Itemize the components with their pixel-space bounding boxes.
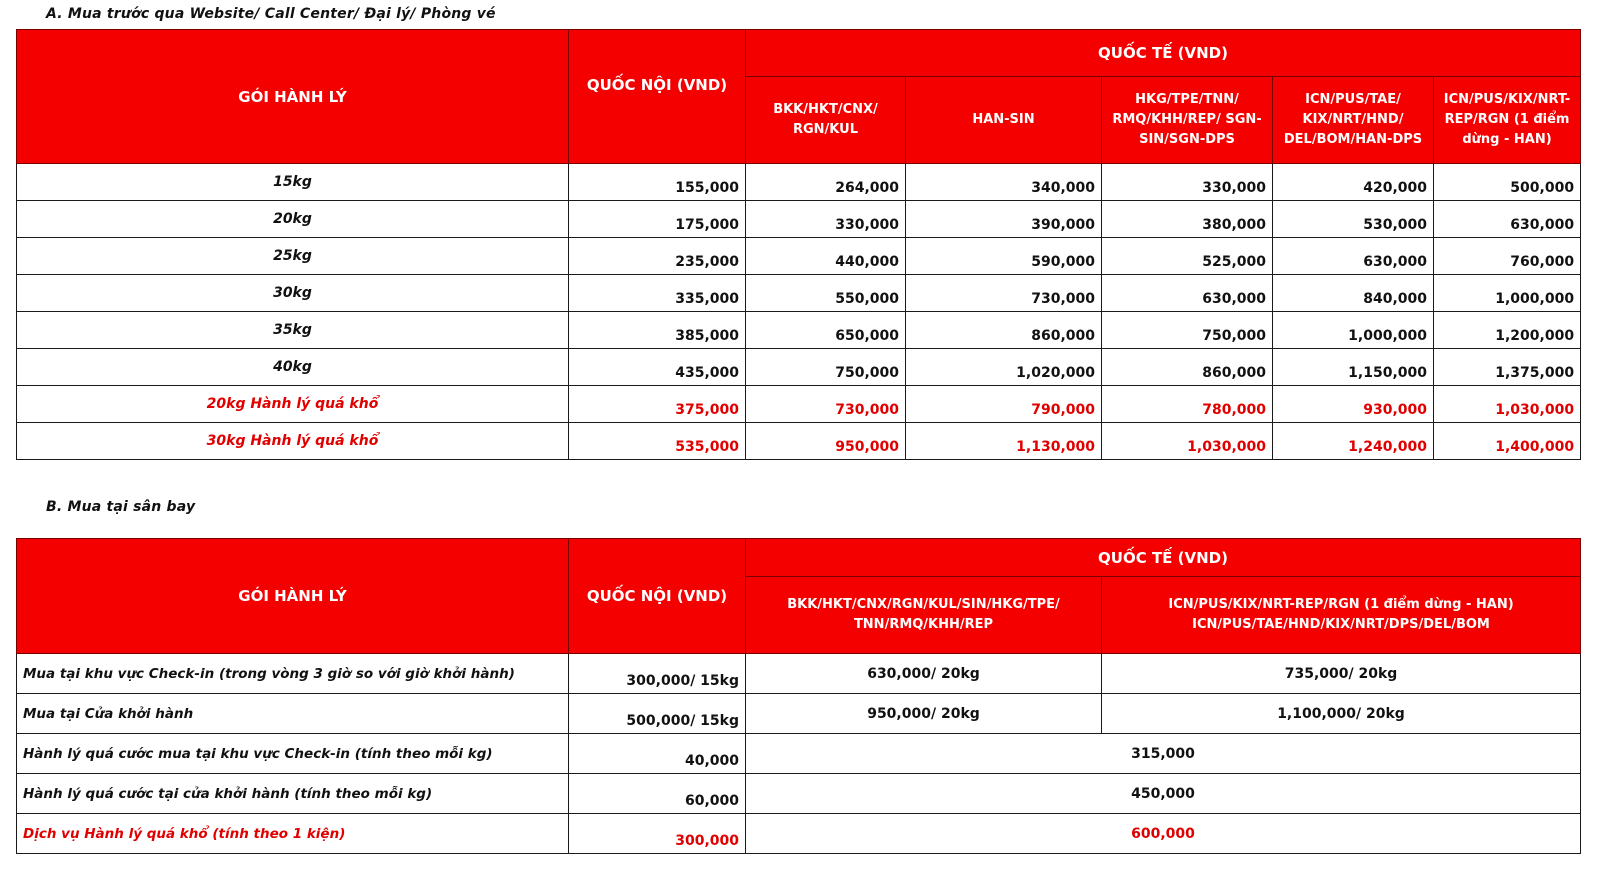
package-cell: 30kg Hành lý quá khổ — [17, 423, 569, 460]
intl-price: 950,000 — [746, 423, 906, 460]
table-row — [17, 275, 1581, 312]
intl-price: 440,000 — [746, 238, 906, 275]
intl-price: 390,000 — [906, 201, 1102, 238]
section-a-title: A. Mua trước qua Website/ Call Center/ Đại lý/ Phòng vé — [46, 6, 496, 22]
package-cell: Mua tại Cửa khởi hành — [17, 694, 569, 734]
package-cell: 20kg Hành lý quá khổ — [17, 386, 569, 423]
table-row — [17, 654, 1581, 694]
package-cell: 15kg — [17, 164, 569, 201]
package-cell: Hành lý quá cước mua tại khu vực Check-in (tính theo mỗi kg) — [17, 734, 569, 774]
package-cell: 40kg — [17, 349, 569, 386]
header-domestic: QUỐC NỘI (VND) — [569, 539, 746, 654]
intl-price-merged: 315,000 — [746, 734, 1581, 774]
intl-price: 380,000 — [1102, 201, 1273, 238]
intl-price: 530,000 — [1273, 201, 1434, 238]
table-row-oversize — [17, 386, 1581, 423]
intl-price: 735,000/ 20kg — [1102, 654, 1581, 694]
header-international: QUỐC TẾ (VND) — [746, 30, 1581, 77]
airport-baggage-table — [16, 538, 1581, 854]
intl-price: 264,000 — [746, 164, 906, 201]
table-row-oversize — [17, 814, 1581, 854]
domestic-price: 175,000 — [569, 201, 746, 238]
intl-price: 790,000 — [906, 386, 1102, 423]
table-row — [17, 164, 1581, 201]
table-row — [17, 774, 1581, 814]
domestic-price: 535,000 — [569, 423, 746, 460]
intl-price: 340,000 — [906, 164, 1102, 201]
table-row — [17, 349, 1581, 386]
intl-price: 1,375,000 — [1434, 349, 1581, 386]
header-route-1: BKK/HKT/CNX/RGN/KUL/SIN/HKG/TPE/ TNN/RMQ/KHH/REP — [746, 577, 1102, 654]
domestic-price: 500,000/ 15kg — [569, 694, 746, 734]
intl-price: 760,000 — [1434, 238, 1581, 275]
domestic-price: 235,000 — [569, 238, 746, 275]
intl-price: 1,020,000 — [906, 349, 1102, 386]
header-route-5: ICN/PUS/KIX/NRT- REP/RGN (1 điểm dừng - HAN) — [1434, 77, 1581, 164]
package-cell: Dịch vụ Hành lý quá khổ (tính theo 1 kiện) — [17, 814, 569, 854]
header-route-1: BKK/HKT/CNX/ RGN/KUL — [746, 77, 906, 164]
domestic-price: 300,000/ 15kg — [569, 654, 746, 694]
domestic-price: 155,000 — [569, 164, 746, 201]
intl-price: 330,000 — [1102, 164, 1273, 201]
domestic-price: 385,000 — [569, 312, 746, 349]
intl-price: 525,000 — [1102, 238, 1273, 275]
intl-price: 1,240,000 — [1273, 423, 1434, 460]
domestic-price: 300,000 — [569, 814, 746, 854]
domestic-price: 435,000 — [569, 349, 746, 386]
header-international: QUỐC TẾ (VND) — [746, 539, 1581, 577]
intl-price: 630,000 — [1434, 201, 1581, 238]
intl-price: 730,000 — [746, 386, 906, 423]
table-row — [17, 694, 1581, 734]
table-row-oversize — [17, 423, 1581, 460]
header-route-3: HKG/TPE/TNN/ RMQ/KHH/REP/ SGN-SIN/SGN-DPS — [1102, 77, 1273, 164]
intl-price: 840,000 — [1273, 275, 1434, 312]
intl-price: 860,000 — [906, 312, 1102, 349]
package-cell: 25kg — [17, 238, 569, 275]
intl-price: 1,000,000 — [1273, 312, 1434, 349]
intl-price: 1,100,000/ 20kg — [1102, 694, 1581, 734]
intl-price: 1,200,000 — [1434, 312, 1581, 349]
header-route-4: ICN/PUS/TAE/ KIX/NRT/HND/ DEL/BOM/HAN-DPS — [1273, 77, 1434, 164]
intl-price: 1,150,000 — [1273, 349, 1434, 386]
package-cell: Hành lý quá cước tại cửa khởi hành (tính theo mỗi kg) — [17, 774, 569, 814]
table-row — [17, 201, 1581, 238]
intl-price: 420,000 — [1273, 164, 1434, 201]
intl-price: 950,000/ 20kg — [746, 694, 1102, 734]
header-route-2: ICN/PUS/KIX/NRT-REP/RGN (1 điểm dừng - HAN) ICN/PUS/TAE/HND/KIX/NRT/DPS/DEL/BOM — [1102, 577, 1581, 654]
intl-price: 780,000 — [1102, 386, 1273, 423]
header-package: GÓI HÀNH LÝ — [17, 539, 569, 654]
intl-price: 730,000 — [906, 275, 1102, 312]
intl-price: 750,000 — [1102, 312, 1273, 349]
intl-price: 1,030,000 — [1102, 423, 1273, 460]
intl-price: 860,000 — [1102, 349, 1273, 386]
intl-price: 650,000 — [746, 312, 906, 349]
intl-price: 1,400,000 — [1434, 423, 1581, 460]
intl-price-merged: 450,000 — [746, 774, 1581, 814]
table-row — [17, 238, 1581, 275]
package-cell: 35kg — [17, 312, 569, 349]
intl-price: 550,000 — [746, 275, 906, 312]
intl-price: 1,130,000 — [906, 423, 1102, 460]
header-domestic: QUỐC NỘI (VND) — [569, 30, 746, 164]
section-b-title: B. Mua tại sân bay — [46, 499, 196, 515]
intl-price: 630,000/ 20kg — [746, 654, 1102, 694]
intl-price: 630,000 — [1102, 275, 1273, 312]
intl-price: 1,030,000 — [1434, 386, 1581, 423]
intl-price: 750,000 — [746, 349, 906, 386]
table-row — [17, 312, 1581, 349]
package-cell: 30kg — [17, 275, 569, 312]
header-route-2: HAN-SIN — [906, 77, 1102, 164]
intl-price: 330,000 — [746, 201, 906, 238]
package-cell: Mua tại khu vực Check-in (trong vòng 3 giờ so với giờ khởi hành) — [17, 654, 569, 694]
header-package: GÓI HÀNH LÝ — [17, 30, 569, 164]
domestic-price: 60,000 — [569, 774, 746, 814]
domestic-price: 40,000 — [569, 734, 746, 774]
intl-price: 500,000 — [1434, 164, 1581, 201]
intl-price: 1,000,000 — [1434, 275, 1581, 312]
intl-price: 590,000 — [906, 238, 1102, 275]
prepaid-baggage-table — [16, 29, 1581, 460]
intl-price-merged: 600,000 — [746, 814, 1581, 854]
domestic-price: 375,000 — [569, 386, 746, 423]
package-cell: 20kg — [17, 201, 569, 238]
intl-price: 630,000 — [1273, 238, 1434, 275]
table-row — [17, 734, 1581, 774]
domestic-price: 335,000 — [569, 275, 746, 312]
intl-price: 930,000 — [1273, 386, 1434, 423]
